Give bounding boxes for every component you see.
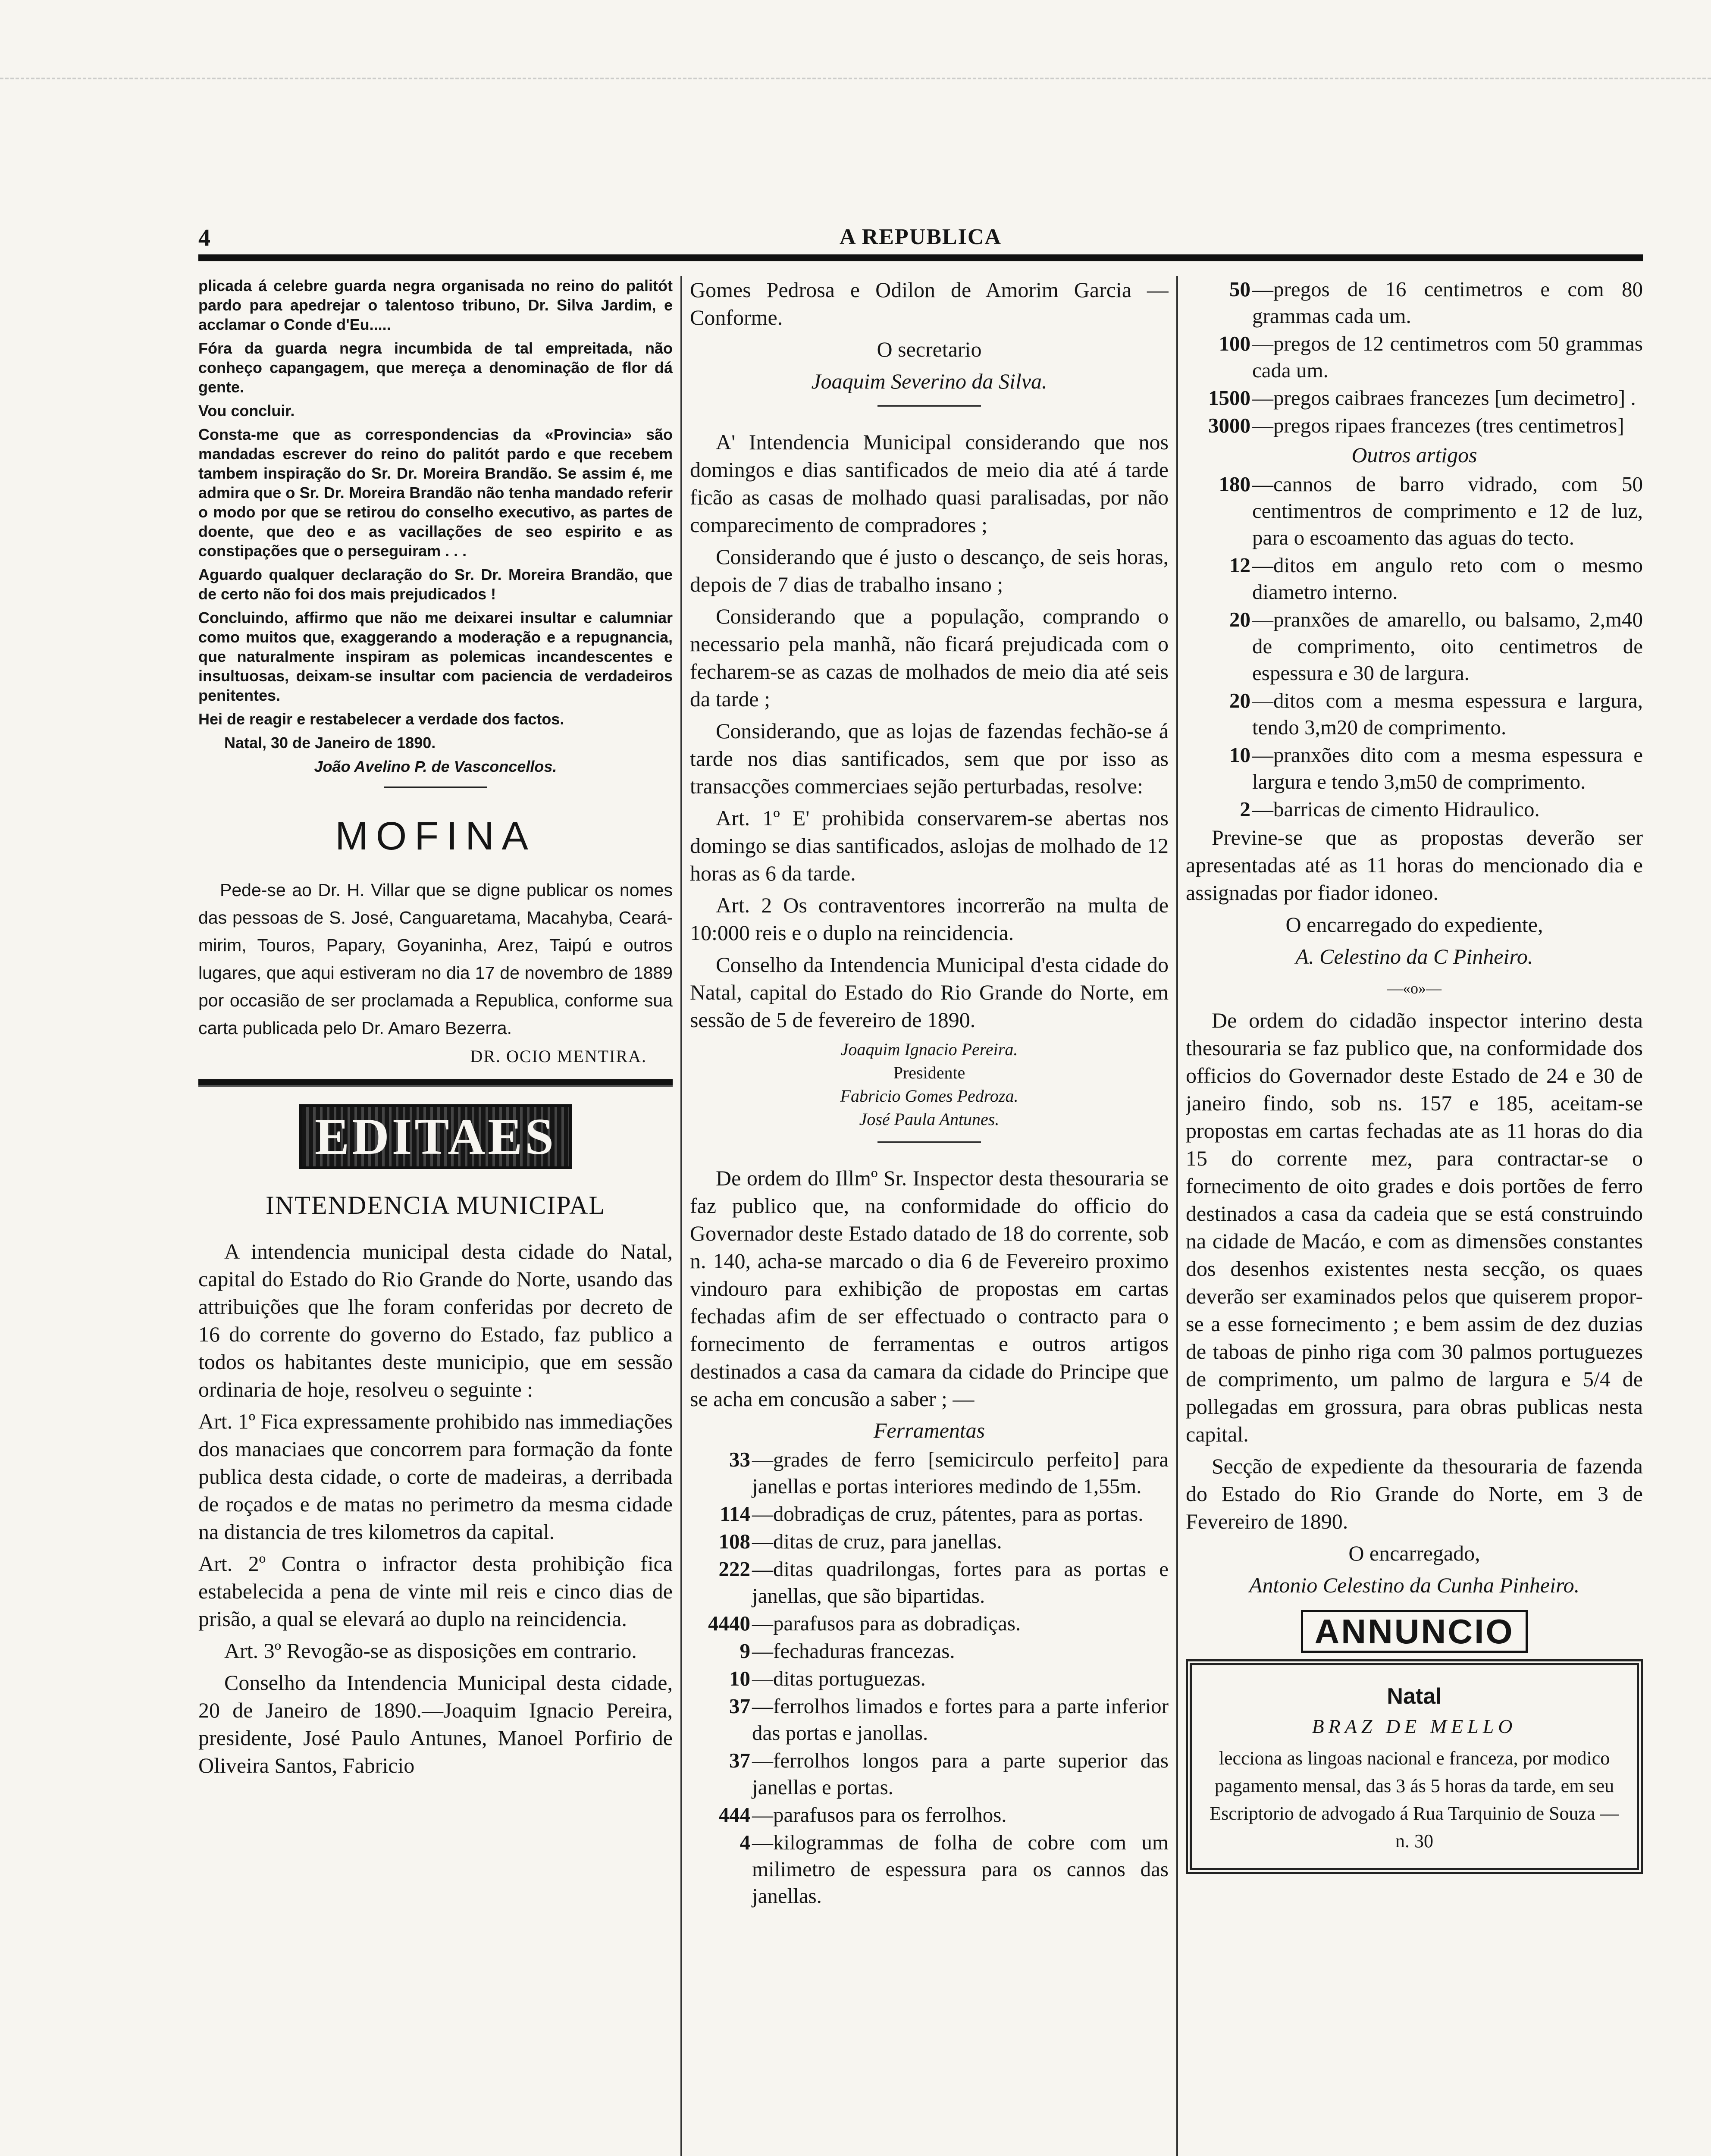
resolution-paragraph: Considerando que é justo o descanço, de seis horas, depois de 7 dias de trabalho insano ; [690,545,1169,596]
list-item [690,1829,1169,1909]
outros-heading: Outros artigos [1351,443,1477,467]
encarregado2-name: Antonio Celestino da Cunha Pinheiro. [1249,1573,1580,1597]
item-quantity: 114 [720,1502,750,1526]
resolution-paragraph: Considerando que a população, comprando o necessario pela manhã, não ficará prejudicada com o fecharem-se as cazas de molhados de meio dia até seis da tarde ; [690,604,1169,711]
decree-paragraph: Art. 3º Revogão-se as disposições em contrario. [224,1639,637,1663]
ferramentas-heading: Ferramentas [873,1418,985,1442]
item-description: —barricas de cimento Hidraulico. [1252,797,1540,821]
item-description: —ditas quadrilongas, fortes para as portas e janellas, que são bipartidas. [752,1557,1169,1608]
list-item [690,1501,1169,1527]
letter-paragraph: Aguardo qualquer declaração do Sr. Dr. Moreira Brandão, que de certo não foi dos mais prejudicados ! [198,566,673,603]
letter-signature: João Avelino P. de Vasconcellos. [314,758,557,775]
decree-paragraph: Conselho da Intendencia Municipal desta cidade, 20 de Janeiro de 1890.—Joaquim Ignacio Pereira, presidente, José Paulo Antunes, Manoel Porfirio de Oliveira Santos, Fabricio [198,1670,673,1777]
pregos-list [1186,276,1643,439]
item-description: —ditos em angulo reto com o mesmo diametro interno. [1252,553,1643,604]
letter-section [198,276,673,776]
resolution-paragraph: Art. 2 Os contraventores incorrerão na multa de 10:000 reis e o duplo na reincidencia. [690,893,1169,945]
list-item [1186,385,1643,411]
header-rule [198,254,1643,261]
letter-paragraph: plicada á celebre guarda negra organisada no reino do palitót pardo para apedrejar o talentoso tribuno, Dr. Silva Jardim, e acclamar o Conde d'Eu..... [198,277,673,333]
letter-paragraph: Hei de reagir e restabelecer a verdade dos factos. [198,710,564,728]
item-quantity: 4440 [708,1611,750,1635]
list-item [690,1556,1169,1609]
item-quantity: 20 [1229,689,1250,712]
item-quantity: 10 [729,1667,750,1690]
page-header [198,224,1643,254]
item-description: —parafusos para os ferrolhos. [752,1803,1007,1827]
ferramentas-list [690,1446,1169,1909]
resolution-paragraph: A' Intendencia Municipal considerando que nos domingos e dias santificados de meio dia até á tarde ficão as casas de molhado quasi paralisadas, por não comparecimento de compradores ; [690,430,1169,537]
list-item [1186,742,1643,795]
item-quantity: 4 [740,1830,750,1854]
item-description: —pregos ripaes francezes (tres centimetros] [1252,414,1624,437]
letter-paragraph: Fóra da guarda negra incumbida de tal empreitada, não conheço capangagem, que mereça a denominação de flor dá gente. [198,339,673,396]
item-quantity: 50 [1229,277,1250,301]
item-description: —pregos caibraes francezes [um decimetro] . [1252,386,1636,410]
scan-edge-marks [0,78,1711,88]
signatory: Fabricio Gomes Pedroza. [840,1086,1018,1106]
encarregado2-label: O encarregado, [1348,1541,1480,1565]
item-description: —dobradiças de cruz, pátentes, para as portas. [752,1502,1144,1526]
column-2 [690,276,1169,2156]
ad-text: lecciona as lingoas nacional e franceza, por modico pagamento mensal, das 3 ás 5 horas da tarde, em seu Escriptorio de advogado á Rua Tarquinio de Souza — n. 30 [1210,1748,1619,1852]
item-description: —pranxões de amarello, ou balsamo, 2,m40 de comprimento, oito centimetros de espessura e 30 de largura. [1252,608,1643,685]
column-divider-1 [680,276,682,2156]
mofina-signature: DR. OCIO MENTIRA. [470,1047,647,1066]
column-3 [1186,276,1643,2156]
item-quantity: 180 [1219,472,1250,496]
advertisement-box [1186,1659,1643,1874]
item-quantity: 3000 [1208,414,1250,437]
signatory: Joaquim Ignacio Pereira. [840,1040,1018,1059]
annuncio-heading [1186,1612,1643,1651]
item-description: —parafusos para as dobradiças. [752,1611,1021,1635]
list-item [1186,796,1643,823]
editaes-title: EDITAES [299,1104,572,1169]
separator: —«o»— [1387,980,1442,997]
section-rule [384,787,487,788]
list-item [690,1446,1169,1500]
ad-city: Natal [1387,1684,1442,1709]
section-rule [877,405,981,407]
intendencia-decree [198,1238,673,1779]
decree-paragraph: A intendencia municipal desta cidade do Natal, capital do Estado do Rio Grande do Norte, usando das attribuições que lhe foram conferidas por decreto de 16 do corrente do governo do Estado, faz publico a todos os habitantes deste municipio, que em sessão ordinaria de hoje, resolveu o seguinte : [198,1239,673,1401]
item-description: —ditas de cruz, para janellas. [752,1529,1002,1553]
item-quantity: 10 [1229,743,1250,767]
letter-paragraph: Concluindo, affirmo que não me deixarei insultar e calumniar como muitos que, exaggerando a moderação e a repugnancia, que naturalmente inspiram as polemicas incandescentes e insultuosas, deixam-se insultar com paciencia de verdadeiros penitentes. [198,609,673,704]
item-quantity: 108 [718,1529,750,1553]
list-item [1186,276,1643,329]
secretary-label: O secretario [877,337,982,361]
list-item [1186,606,1643,686]
item-description: —ditas portuguezas. [752,1667,926,1690]
list-item [690,1693,1169,1746]
resolution-paragraph: Conselho da Intendencia Municipal d'esta cidade do Natal, capital do Estado do Rio Grande do Norte, em sessão de 5 de fevereiro de 1890. [690,953,1169,1032]
item-description: —grades de ferro [semicirculo perfeito] para janellas e portas interiores medindo de 1,55m. [752,1448,1169,1498]
item-quantity: 444 [718,1803,750,1827]
signatories [690,1038,1169,1131]
item-quantity: 9 [740,1639,750,1663]
list-item [1186,412,1643,439]
mofina-text: Pede-se ao Dr. H. Villar que se digne publicar os nomes das pessoas de S. José, Canguaretama, Macahyba, Ceará-mirim, Touros, Papary, Goyaninha, Arez, Taipú e outros lugares, que aqui estiveram no dia 17 de novembro de 1889 por occasião de ser proclamada a Republica, conforme sua carta publicada pelo Dr. Amaro Bezerra. [198,880,673,1038]
encarregado-label: O encarregado do expediente, [1285,912,1543,937]
ad-name: BRAZ DE MELLO [1312,1715,1517,1737]
list-item [690,1665,1169,1692]
seccao-text: Secção de expediente da thesouraria de fazenda do Estado do Rio Grande do Norte, em 3 de Fevereiro de 1890. [1186,1454,1643,1533]
item-description: —cannos de barro vidrado, com 50 centimentros de comprimento e 12 de luz, para o escoamento das aguas do tecto. [1252,472,1643,549]
list-item [690,1528,1169,1555]
mofina-heading: MOFINA [335,814,536,858]
resolution-paragraph: Art. 1º E' prohibida conservarem-se abertas nos domingo se dias santificados, aslojas de molhado de 12 horas as 6 da tarde. [690,806,1169,885]
section-rule-thick [198,1079,673,1087]
column-divider-2 [1176,276,1178,2156]
list-item [1186,330,1643,384]
decree-paragraph: Art. 1º Fica expressamente prohibido nas immediações dos manaciaes que concorrem para formação da fonte publica desta cidade, o corte de madeiras, a derribada de roçados e de matas no perimetro da mesma cidade na distancia de tres kilometros da capital. [198,1409,673,1544]
signatory: Presidente [893,1063,965,1082]
item-quantity: 222 [718,1557,750,1581]
list-item [1186,687,1643,741]
item-quantity: 1500 [1208,386,1250,410]
encarregado-name: A. Celestino da C Pinheiro. [1295,944,1533,968]
list-item [690,1802,1169,1828]
list-item [1186,471,1643,551]
proposal-notice: Previne-se que as propostas deverão ser apresentadas até as 11 horas do mencionado dia e assignadas por fiador idoneo. [1186,825,1643,905]
item-description: —kilogrammas de folha de cobre com um milimetro de espessura para os cannos das janellas. [752,1830,1169,1908]
item-description: —ferrolhos longos para a parte superior das janellas e portas. [752,1749,1169,1799]
item-description: —ferrolhos limados e fortes para a parte inferior das portas e janollas. [752,1694,1169,1745]
continuation-text: Gomes Pedrosa e Odilon de Amorim Garcia —Conforme. [690,278,1169,329]
page-number: 4 [198,225,210,251]
letter-date: Natal, 30 de Janeiro de 1890. [224,734,436,752]
item-quantity: 100 [1219,332,1250,355]
item-quantity: 12 [1229,553,1250,577]
item-description: —pregos de 16 centimetros e com 80 grammas cada um. [1252,277,1643,328]
item-description: —pranxões dito com a mesma espessura e largura e tendo 3,m50 de comprimento. [1252,743,1643,793]
outros-list [1186,471,1643,823]
list-item [690,1610,1169,1637]
newspaper-title: A REPUBLICA [840,225,1002,249]
item-quantity: 37 [729,1694,750,1718]
item-description: —ditos com a mesma espessura e largura, tendo 3,m20 de comprimento. [1252,689,1643,739]
item-description: —fechaduras francezas. [752,1639,955,1663]
list-item [690,1747,1169,1801]
item-quantity: 37 [729,1749,750,1772]
second-notice: De ordem do cidadão inspector interino desta thesouraria se faz publico que, na conformidade dos officios do Governador deste Estado de 24 e 30 de janeiro findo, sob ns. 157 e 185, aceitam-se propostas em cartas fechadas ate as 11 horas do dia 15 do corrente mez, para contractar-se o fornecimento de oito grades e dois portões de ferro destinados a casa da cadeia que se está construindo na cidade de Macáo, e com as dimensões constantes dos desenhos existentes nesta secção, os quaes deverão ser examinados pelos que quiserem propor-se a esse fornecimento ; e bem assim de dez duzias de taboas de pinho riga com 30 palmos portuguezes de comprimento, um palmo de largura e 5/4 de pollegadas em grossura, para obras publicas nesta capital. [1186,1008,1643,1446]
letter-paragraph: Vou concluir. [198,402,295,420]
resolution-paragraph: Considerando, que as lojas de fazendas fechão-se á tarde nos dias santificados, sem que por isso as transacções commerciaes sejão perturbadas, resolve: [690,719,1169,798]
intendencia-heading: INTENDENCIA MUNICIPAL [265,1191,606,1219]
editaes-heading [198,1104,673,1169]
item-quantity: 20 [1229,608,1250,631]
section-rule [877,1141,981,1143]
list-item [690,1638,1169,1664]
intendencia-resolution [690,428,1169,1034]
decree-paragraph: Art. 2º Contra o infractor desta prohibição fica estabelecida a pena de vinte mil reis e cinco dias de prisão, a qual se elevará ao duplo na reincidencia. [198,1551,673,1631]
item-description: —pregos de 12 centimetros com 50 grammas cada um. [1252,332,1643,382]
signatory: José Paula Antunes. [859,1109,1000,1129]
list-item [1186,552,1643,605]
secretary-name: Joaquim Severino da Silva. [811,369,1047,393]
thesouraria-intro: De ordem do Illmº Sr. Inspector desta thesouraria se faz publico que, na conformidade do officio do Governador deste Estado datado de 18 do corrente, sob n. 140, acha-se marcado o dia 6 de Fevereiro proximo vindouro para exhibição de propostas em cartas fechadas afim de ser effectuado o contracto para o fornecimento de ferramentas e outros artigos destinados a casa da camara da cidade do Principe que se acha em concusão a saber ; — [690,1166,1169,1411]
item-quantity: 33 [729,1448,750,1471]
item-quantity: 2 [1240,797,1250,821]
annuncio-title: ANNUNCIO [1301,1610,1527,1653]
column-1 [198,276,673,2156]
letter-paragraph: Consta-me que as correspondencias da «Provincia» são mandadas escrever do reino do palitót pardo e que recebem tambem inspiração do Sr. Dr. Moreira Brandão. Se assim é, me admira que o Sr. Dr. Moreira Brandão não tenha mandado referir o modo por que se retirou do conselho executivo, as partes de doente, que deo e as vacillações de seo espirito e as constipações que o perseguiram . . . [198,426,673,560]
